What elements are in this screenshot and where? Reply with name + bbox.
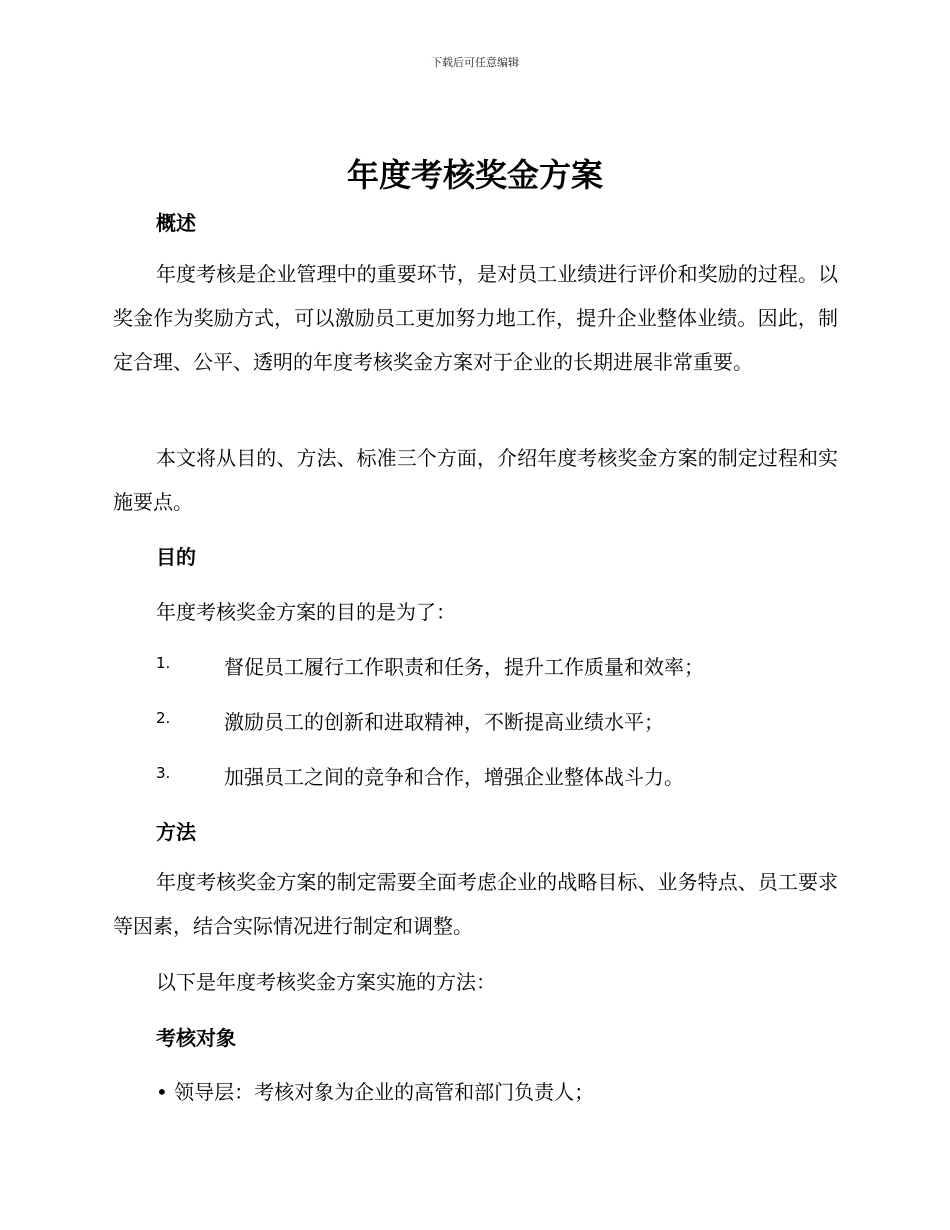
heading-purpose: 目的 xyxy=(156,545,196,569)
list-item-number: 2. xyxy=(156,709,171,727)
list-item-number: 1. xyxy=(156,654,171,672)
overview-paragraph-1: 年度考核是企业管理中的重要环节，是对员工业绩进行评价和奖励的过程。以奖金作为奖励方式，可以激励员工更加努力地工作，提升企业整体业绩。因此，制定合理、公平、透明的年度考核奖金方案对于企业的长期进展非常重要。 xyxy=(113,262,838,374)
list-item-text: 激励员工的创新和进取精神，不断提高业绩水平； xyxy=(224,710,664,734)
list-item-text: 加强员工之间的竞争和合作，增强企业整体战斗力。 xyxy=(224,765,684,789)
document-title: 年度考核奖金方案 xyxy=(346,156,603,194)
header-note: 下载后可任意编辑 xyxy=(431,56,519,69)
heading-method: 方法 xyxy=(156,820,196,844)
list-item-text: 督促员工履行工作职责和任务，提升工作质量和效率； xyxy=(224,655,704,679)
overview-paragraph-2: 本文将从目的、方法、标准三个方面，介绍年度考核奖金方案的制定过程和实施要点。 xyxy=(113,446,838,514)
method-paragraph-1: 年度考核奖金方案的制定需要全面考虑企业的战略目标、业务特点、员工要求等因素，结合实际情况进行制定和调整。 xyxy=(113,870,838,938)
method-paragraph-2: 以下是年度考核奖金方案实施的方法： xyxy=(156,970,496,994)
list-item-number: 3. xyxy=(156,764,171,782)
heading-overview: 概述 xyxy=(156,211,196,235)
heading-targets: 考核对象 xyxy=(156,1026,236,1050)
purpose-intro: 年度考核奖金方案的目的是为了： xyxy=(156,600,456,624)
targets-bullet-leadership: • 领导层：考核对象为企业的高管和部门负责人； xyxy=(156,1080,595,1104)
